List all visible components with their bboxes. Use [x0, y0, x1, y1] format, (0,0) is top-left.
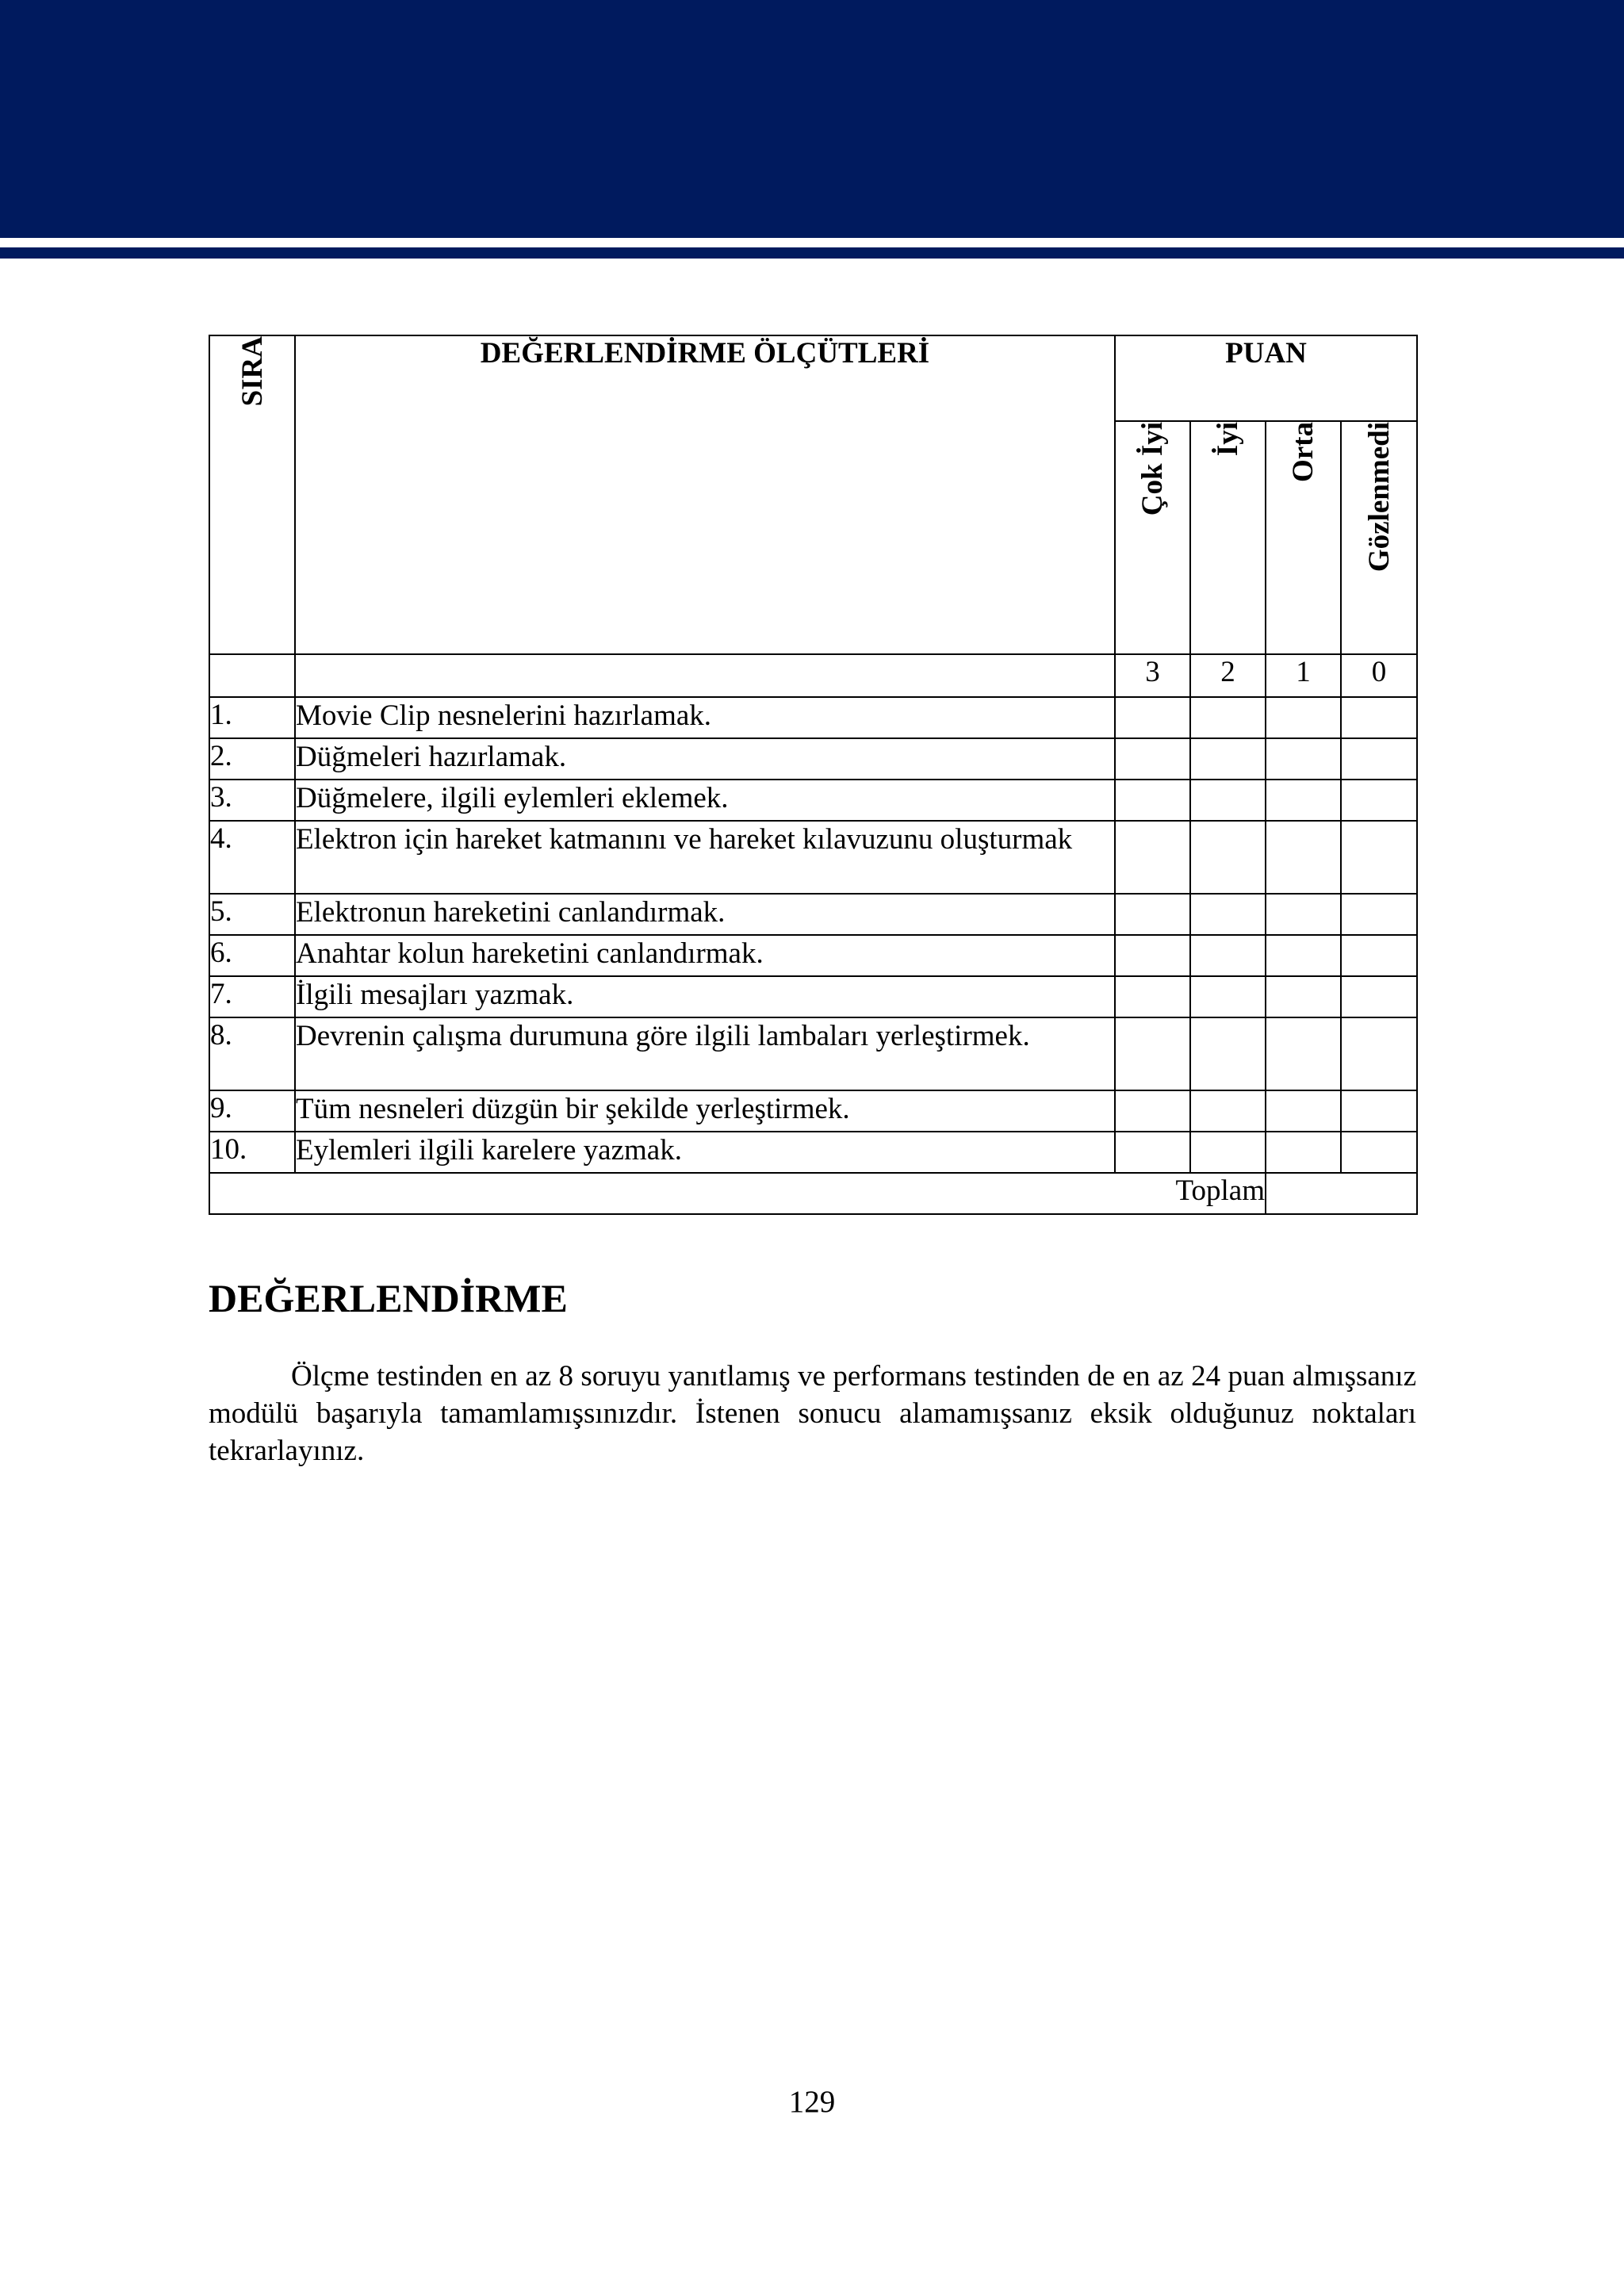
score-cell[interactable]: [1190, 697, 1266, 738]
score-value-1: 1: [1266, 654, 1341, 697]
score-cell[interactable]: [1266, 738, 1341, 780]
score-value-2: 2: [1190, 654, 1266, 697]
row-criterion: Düğmelere, ilgili eylemleri eklemek.: [295, 780, 1115, 821]
row-number: 5.: [209, 894, 295, 935]
score-cell[interactable]: [1190, 1132, 1266, 1173]
score-cell[interactable]: [1115, 1132, 1190, 1173]
score-cell[interactable]: [1115, 935, 1190, 976]
score-cell[interactable]: [1341, 697, 1417, 738]
score-cell[interactable]: [1190, 780, 1266, 821]
total-value-cell[interactable]: [1266, 1173, 1417, 1214]
score-cell[interactable]: [1190, 738, 1266, 780]
score-cell[interactable]: [1266, 780, 1341, 821]
score-cell[interactable]: [1266, 894, 1341, 935]
total-row: [209, 1173, 1417, 1214]
score-header-orta: [1266, 421, 1341, 654]
row-criterion: Movie Clip nesnelerini hazırlamak.: [295, 697, 1115, 738]
score-label-gozlenmedi: Gözlenmedi: [1362, 422, 1396, 573]
score-cell[interactable]: [1115, 780, 1190, 821]
row-number: 1.: [209, 697, 295, 738]
row-number: 7.: [209, 976, 295, 1017]
evaluation-table: [209, 335, 1418, 1215]
score-cell[interactable]: [1266, 935, 1341, 976]
table-row: [209, 697, 1417, 738]
section-paragraph: Ölçme testinden en az 8 soruyu yanıtlamış ve performans testinden de en az 24 puan almışsanız modülü başarıyla tamamlamışsınızdır. İstenen sonucu alamamışsanız eksik olduğunuz noktaları tekrarlayınız.: [209, 1360, 1416, 1467]
table-row: [209, 976, 1417, 1017]
score-cell[interactable]: [1341, 1017, 1417, 1090]
score-values-row: [209, 654, 1417, 697]
table-row: [209, 780, 1417, 821]
row-number: 4.: [209, 821, 295, 894]
score-label-orta: Orta: [1287, 422, 1320, 483]
table-row: [209, 894, 1417, 935]
table-row: [209, 1017, 1417, 1090]
table-row: [209, 1090, 1417, 1132]
score-cell[interactable]: [1115, 976, 1190, 1017]
score-cell[interactable]: [1266, 1017, 1341, 1090]
header-band: [0, 0, 1624, 238]
blank-cell: [209, 654, 295, 697]
row-criterion: Eylemleri ilgili karelere yazmak.: [295, 1132, 1115, 1173]
score-cell[interactable]: [1115, 697, 1190, 738]
score-cell[interactable]: [1266, 697, 1341, 738]
sira-header-cell: [209, 335, 295, 654]
total-label: Toplam: [209, 1173, 1266, 1214]
score-cell[interactable]: [1190, 935, 1266, 976]
row-number: 6.: [209, 935, 295, 976]
score-cell[interactable]: [1341, 1132, 1417, 1173]
row-criterion: Devrenin çalışma durumuna göre ilgili lambaları yerleştirmek.: [295, 1017, 1115, 1090]
score-cell[interactable]: [1266, 1090, 1341, 1132]
blank-cell: [295, 654, 1115, 697]
score-cell[interactable]: [1341, 1090, 1417, 1132]
table-row: [209, 738, 1417, 780]
score-value-3: 3: [1115, 654, 1190, 697]
row-number: 3.: [209, 780, 295, 821]
score-cell[interactable]: [1341, 935, 1417, 976]
score-cell[interactable]: [1341, 894, 1417, 935]
score-cell[interactable]: [1341, 821, 1417, 894]
score-cell[interactable]: [1190, 1090, 1266, 1132]
score-cell[interactable]: [1266, 1132, 1341, 1173]
puan-header: PUAN: [1115, 335, 1417, 421]
score-cell[interactable]: [1115, 738, 1190, 780]
score-value-0: 0: [1341, 654, 1417, 697]
table-row: [209, 821, 1417, 894]
row-criterion: Düğmeleri hazırlamak.: [295, 738, 1115, 780]
row-criterion: Tüm nesneleri düzgün bir şekilde yerleştirmek.: [295, 1090, 1115, 1132]
score-cell[interactable]: [1115, 894, 1190, 935]
row-criterion: Elektronun hareketini canlandırmak.: [295, 894, 1115, 935]
score-header-cok-iyi: [1115, 421, 1190, 654]
score-header-gozlenmedi: [1341, 421, 1417, 654]
criteria-header: DEĞERLENDİRME ÖLÇÜTLERİ: [295, 335, 1115, 654]
table-row: [209, 935, 1417, 976]
score-label-cok-iyi: Çok İyi: [1136, 422, 1169, 516]
score-cell[interactable]: [1266, 976, 1341, 1017]
score-cell[interactable]: [1190, 821, 1266, 894]
sira-header: SIRA: [236, 336, 269, 407]
score-cell[interactable]: [1190, 976, 1266, 1017]
score-cell[interactable]: [1115, 1090, 1190, 1132]
score-label-iyi: İyi: [1212, 422, 1244, 457]
table-row: [209, 1132, 1417, 1173]
score-cell[interactable]: [1341, 738, 1417, 780]
row-criterion: İlgili mesajları yazmak.: [295, 976, 1115, 1017]
header-stripe: [0, 247, 1624, 259]
page-number: 129: [788, 2085, 836, 2119]
score-cell[interactable]: [1266, 821, 1341, 894]
row-criterion: Elektron için hareket katmanını ve hareket kılavuzunu oluşturmak: [295, 821, 1115, 894]
score-header-iyi: [1190, 421, 1266, 654]
score-cell[interactable]: [1341, 780, 1417, 821]
row-number: 2.: [209, 738, 295, 780]
score-cell[interactable]: [1115, 1017, 1190, 1090]
row-criterion: Anahtar kolun hareketini canlandırmak.: [295, 935, 1115, 976]
score-cell[interactable]: [1190, 894, 1266, 935]
row-number: 9.: [209, 1090, 295, 1132]
score-cell[interactable]: [1341, 976, 1417, 1017]
score-cell[interactable]: [1115, 821, 1190, 894]
row-number: 10.: [209, 1132, 295, 1173]
section-title: DEĞERLENDİRME: [209, 1276, 568, 1320]
row-number: 8.: [209, 1017, 295, 1090]
score-cell[interactable]: [1190, 1017, 1266, 1090]
